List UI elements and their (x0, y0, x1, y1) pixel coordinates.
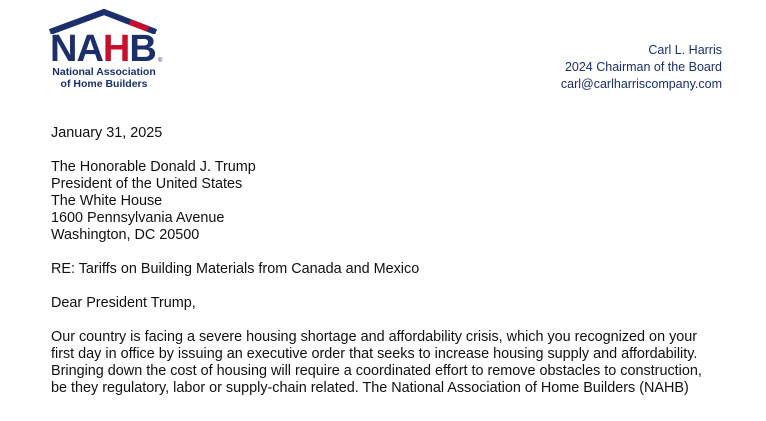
body-line: Our country is facing a severe housing shortage and affordability crisis, which you recognized on your (51, 329, 698, 345)
logo-organization-name (48, 66, 160, 90)
letter-body (51, 125, 731, 397)
recipient-line: Washington, DC 20500 (51, 227, 200, 243)
recipient-line: 1600 Pennsylvania Avenue (51, 210, 225, 226)
logo-letter-b: B (129, 28, 156, 70)
body-line: be they regulatory, labor or supply-chain related. The National Association of Home Builders (NAHB) (51, 380, 689, 396)
recipient-line: President of the United States (51, 176, 243, 192)
logo-name-line-2: of Home Builders (60, 78, 148, 90)
registered-mark: ® (158, 58, 163, 64)
recipient-address (51, 159, 731, 244)
letter-date: January 31, 2025 (51, 125, 163, 141)
sender-block (561, 42, 722, 93)
recipient-line: The White House (51, 193, 163, 209)
logo-letter-a: A (76, 28, 103, 70)
recipient-line: The Honorable Donald J. Trump (51, 159, 256, 175)
body-line: first day in office by issuing an executive order that seeks to increase housing supply and affordability. (51, 346, 698, 362)
nahb-logo (48, 8, 163, 90)
salutation: Dear President Trump, (51, 295, 196, 311)
body-paragraph (51, 329, 731, 397)
logo-letter-n: N (50, 28, 77, 70)
subject-line: RE: Tariffs on Building Materials from Canada and Mexico (51, 261, 420, 277)
logo-letter-h: H (102, 28, 130, 70)
body-line: Bringing down the cost of housing will require a coordinated effort to remove obstacles to construction, (51, 363, 702, 379)
logo-name-line-1: National Association (52, 66, 156, 78)
logo-wordmark (50, 28, 156, 70)
sender-title: 2024 Chairman of the Board (564, 60, 722, 74)
sender-name: Carl L. Harris (648, 43, 722, 57)
sender-email[interactable]: carl@carlharriscompany.com (560, 77, 722, 91)
